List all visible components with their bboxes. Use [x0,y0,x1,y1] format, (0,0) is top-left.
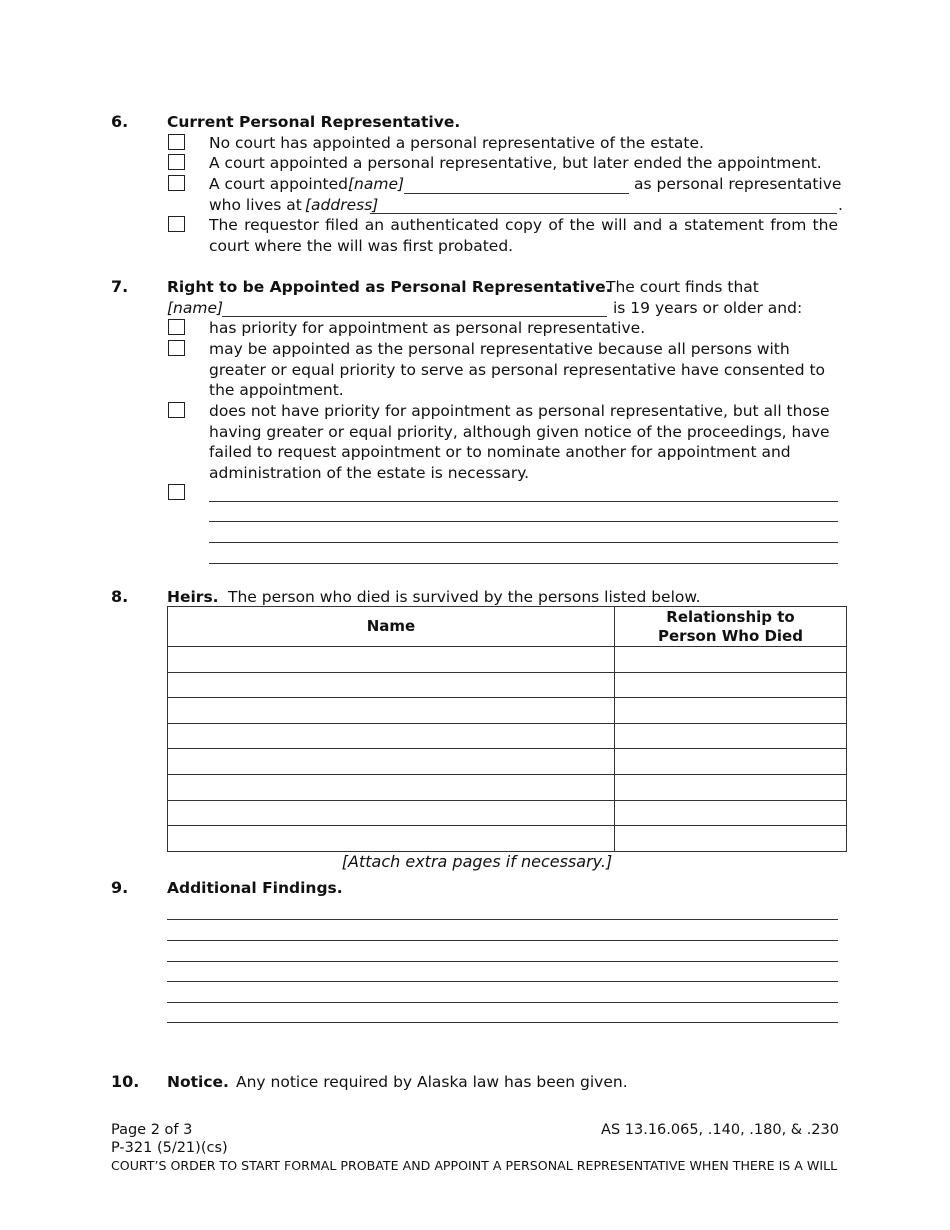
authenticated-will-checkbox[interactable] [168,216,185,232]
appointee-name-hint: [name] [167,299,224,317]
no-court-appointed-checkbox[interactable] [168,134,185,150]
heir-name-cell[interactable] [168,723,615,749]
heir-name-cell[interactable] [168,800,615,826]
heir-relationship-cell[interactable] [615,647,847,673]
section-8-number: 8. [111,587,129,606]
lives-at-label: who lives at [209,196,302,214]
heir-name-cell[interactable] [168,698,615,724]
column-header-relationship: Relationship to Person Who Died [615,607,847,647]
notice-text: Any notice required by Alaska law has been given. [236,1073,628,1091]
table-row [168,749,847,775]
form-title: COURT’S ORDER TO START FORMAL PROBATE AND APPOINT A PERSONAL REPRESENTATIVE WHEN THERE IS A WILL [111,1158,838,1173]
heir-name-cell[interactable] [168,826,615,852]
address-period: . [838,196,843,214]
authenticated-will-label: The requestor filed an authenticated copy of the will and a statement from the court where the will was first probated. [209,216,838,255]
table-row [168,800,847,826]
court-finds-text: The court finds that [606,278,759,296]
additional-findings-line-2[interactable] [167,940,838,941]
heir-name-cell[interactable] [168,774,615,800]
section-9-heading: Additional Findings. [167,879,343,897]
attach-extra-pages-note: [Attach extra pages if necessary.] [341,852,613,871]
additional-findings-line-6[interactable] [167,1022,838,1023]
current-pr-address-field[interactable] [370,213,837,214]
no-priority-label: does not have priority for appointment as personal representative, but all those having greater or equal priority, although given notice of the proceedings, have failed to request appointment or to nominate another for appointment and administration of the estate is necessary. [209,402,830,482]
table-row [168,723,847,749]
heir-relationship-cell[interactable] [615,774,847,800]
other-reason-line-2[interactable] [209,521,838,522]
section-7-number: 7. [111,277,129,296]
court-appointed-named-checkbox[interactable] [168,175,185,191]
section-6-number: 6. [111,112,129,131]
statute-reference: AS 13.16.065, .140, .180, & .230 [601,1122,839,1138]
section-8-heading: Heirs. [167,588,219,606]
no-priority-checkbox[interactable] [168,402,185,418]
additional-findings-line-1[interactable] [167,919,838,920]
table-row [168,826,847,852]
table-row [168,672,847,698]
additional-findings-line-3[interactable] [167,961,838,962]
other-reason-checkbox[interactable] [168,484,185,500]
additional-findings-line-4[interactable] [167,981,838,982]
age-requirement-text: is 19 years or older and: [613,299,803,317]
heir-relationship-cell[interactable] [615,698,847,724]
heir-name-cell[interactable] [168,672,615,698]
table-row [168,774,847,800]
heir-relationship-cell[interactable] [615,723,847,749]
table-row [168,647,847,673]
page-number: Page 2 of 3 [111,1122,193,1138]
column-header-name: Name [168,607,615,647]
other-reason-line-4[interactable] [209,563,838,564]
heir-name-cell[interactable] [168,749,615,775]
other-reason-line-1[interactable] [209,501,838,502]
heirs-table [167,606,847,852]
no-court-appointed-label: No court has appointed a personal representative of the estate. [209,134,704,152]
consented-priority-checkbox[interactable] [168,340,185,356]
section-7-heading: Right to be Appointed as Personal Representative. [167,278,612,296]
section-10-heading: Notice. [167,1073,229,1091]
court-appointed-suffix: as personal representative [634,175,842,193]
heir-relationship-cell[interactable] [615,672,847,698]
appointee-name-field[interactable] [222,316,607,317]
heirs-description: The person who died is survived by the persons listed below. [228,588,701,606]
court-appointed-prefix: A court appointed [209,175,348,193]
appointment-ended-label: A court appointed a personal representative, but later ended the appointment. [209,154,822,172]
current-pr-name-hint: [name] [348,175,405,193]
section-6-heading: Current Personal Representative. [167,113,461,131]
consented-priority-label: may be appointed as the personal representative because all persons with greater or equal priority to serve as personal representative have consented to the appointment. [209,340,826,399]
heirs-table-header [168,607,847,647]
heir-relationship-cell[interactable] [615,749,847,775]
heir-name-cell[interactable] [168,647,615,673]
heir-relationship-cell[interactable] [615,826,847,852]
has-priority-label: has priority for appointment as personal representative. [209,319,646,337]
current-pr-address-hint: [address] [305,196,379,214]
section-10-number: 10. [111,1072,140,1091]
heir-relationship-cell[interactable] [615,800,847,826]
section-9-number: 9. [111,878,129,897]
appointment-ended-checkbox[interactable] [168,154,185,170]
additional-findings-line-5[interactable] [167,1002,838,1003]
table-row [168,698,847,724]
form-id: P-321 (5/21)(cs) [111,1140,228,1156]
has-priority-checkbox[interactable] [168,319,185,335]
other-reason-line-3[interactable] [209,542,838,543]
current-pr-name-field[interactable] [404,193,629,194]
